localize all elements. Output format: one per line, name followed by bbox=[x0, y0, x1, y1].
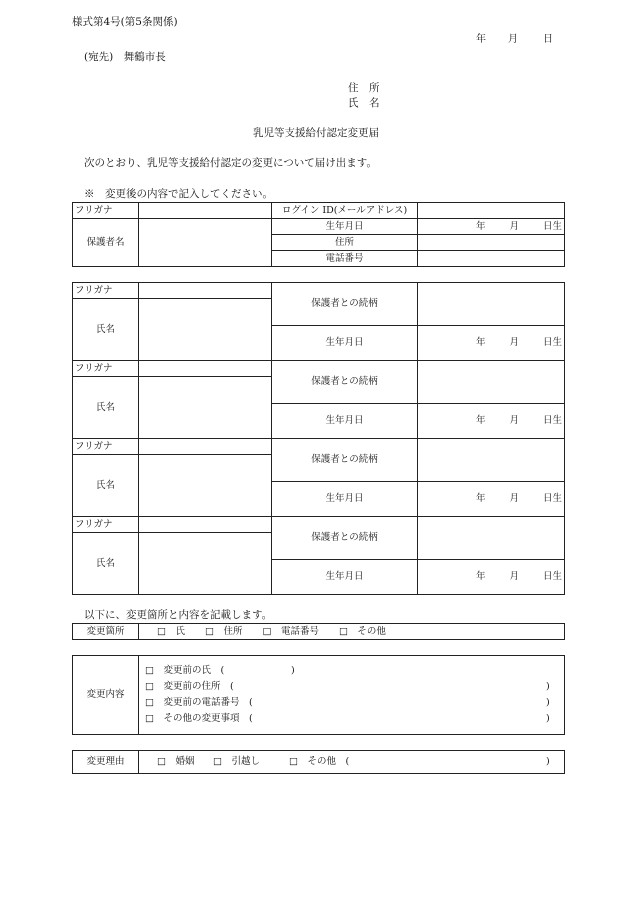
child-birthdate-label: 生年月日 bbox=[272, 482, 418, 517]
date-year: 年 bbox=[476, 34, 486, 45]
date-month: 月 bbox=[508, 34, 518, 45]
date-day: 日 bbox=[543, 34, 553, 45]
child-name-field[interactable] bbox=[139, 377, 272, 439]
change-content-label: 変更内容 bbox=[73, 656, 139, 735]
child-furigana-field[interactable] bbox=[139, 439, 272, 455]
guardian-name-label: 保護者名 bbox=[73, 219, 139, 267]
prev-phone-close: ) bbox=[546, 697, 550, 708]
child-furigana-field[interactable] bbox=[139, 361, 272, 377]
child-relation-label: 保護者との続柄 bbox=[272, 283, 418, 326]
child-birthdate-label: 生年月日 bbox=[272, 560, 418, 595]
guardian-furigana-label: フリガナ bbox=[73, 203, 139, 219]
other-change-close: ) bbox=[546, 713, 550, 724]
child-relation-field[interactable] bbox=[418, 517, 565, 560]
child-name-label: 氏名 bbox=[73, 377, 139, 439]
ymd-month: 月 bbox=[509, 337, 519, 349]
change-location-label: 変更箇所 bbox=[73, 624, 139, 640]
child-relation-label: 保護者との続柄 bbox=[272, 439, 418, 482]
change-location-options bbox=[139, 624, 565, 640]
checkbox-prev-surname[interactable]: □ 変更前の氏 ( bbox=[145, 665, 225, 676]
change-reason-options bbox=[139, 751, 565, 774]
intro-text: 次のとおり、乳児等支援給付認定の変更について届け出ます。 bbox=[84, 157, 377, 169]
change-content-items bbox=[139, 656, 565, 735]
child-furigana-label: フリガナ bbox=[73, 439, 139, 455]
child-furigana-field[interactable] bbox=[139, 283, 272, 299]
child-name-field[interactable] bbox=[139, 533, 272, 595]
checkbox-prev-address[interactable]: □ 変更前の住所 ( bbox=[145, 681, 234, 692]
checkbox-other[interactable]: □ その他 bbox=[338, 625, 386, 637]
checkbox-surname[interactable]: □ 氏 bbox=[157, 625, 185, 637]
checkbox-marriage[interactable]: □ 婚姻 bbox=[157, 756, 195, 767]
checkbox-other-change[interactable]: □ その他の変更事項 ( bbox=[145, 713, 253, 724]
ymd-year: 年 bbox=[475, 493, 486, 505]
ymd-month: 月 bbox=[509, 415, 519, 427]
ymd-day: 日生 bbox=[542, 337, 562, 349]
ymd-day: 日生 bbox=[542, 220, 562, 232]
child-name-field[interactable] bbox=[139, 299, 272, 361]
change-reason-table bbox=[72, 750, 565, 774]
form-number: 様式第4号(第5条関係) bbox=[72, 16, 178, 28]
ymd-month: 月 bbox=[509, 493, 519, 505]
guardian-phone-field[interactable] bbox=[418, 251, 565, 267]
note-text: ※ 変更後の内容で記入してください。 bbox=[84, 188, 273, 200]
child-name-label: 氏名 bbox=[73, 299, 139, 361]
checkbox-address[interactable]: □ 住所 bbox=[204, 625, 243, 637]
guardian-birthdate-label: 生年月日 bbox=[272, 219, 418, 235]
children-table bbox=[72, 282, 565, 595]
checkbox-reason-other[interactable]: □ その他 ( bbox=[289, 756, 350, 767]
child-name-label: 氏名 bbox=[73, 455, 139, 517]
applicant-name-label: 氏 名 bbox=[348, 97, 380, 109]
child-name-label: 氏名 bbox=[73, 533, 139, 595]
ymd-year: 年 bbox=[475, 337, 486, 349]
child-furigana-label: フリガナ bbox=[73, 517, 139, 533]
ymd-month: 月 bbox=[509, 220, 519, 232]
child-birthdate-label: 生年月日 bbox=[272, 326, 418, 361]
guardian-table bbox=[72, 202, 565, 267]
prev-surname-close: ) bbox=[291, 665, 295, 676]
ymd-day: 日生 bbox=[542, 571, 562, 583]
guardian-furigana-field[interactable] bbox=[139, 203, 272, 219]
child-furigana-label: フリガナ bbox=[73, 361, 139, 377]
applicant-address-label: 住 所 bbox=[348, 82, 380, 94]
addressee: (宛先) 舞鶴市長 bbox=[84, 51, 166, 63]
form-title: 乳児等支援給付認定変更届 bbox=[253, 127, 379, 139]
ymd-year: 年 bbox=[475, 220, 486, 232]
ymd-year: 年 bbox=[475, 571, 486, 583]
guardian-name-field[interactable] bbox=[139, 219, 272, 267]
guardian-phone-label: 電話番号 bbox=[272, 251, 418, 267]
child-birthdate-field[interactable] bbox=[418, 326, 565, 361]
guardian-birthdate-field[interactable] bbox=[418, 219, 565, 235]
child-name-field[interactable] bbox=[139, 455, 272, 517]
login-id-field[interactable] bbox=[418, 203, 565, 219]
child-relation-label: 保護者との続柄 bbox=[272, 517, 418, 560]
change-content-table bbox=[72, 655, 565, 735]
ymd-month: 月 bbox=[509, 571, 519, 583]
child-relation-field[interactable] bbox=[418, 283, 565, 326]
reason-other-close: ) bbox=[546, 756, 550, 767]
ymd-year: 年 bbox=[475, 415, 486, 427]
login-id-label: ログイン ID(メールアドレス) bbox=[272, 203, 418, 219]
ymd-day: 日生 bbox=[542, 415, 562, 427]
checkbox-prev-phone[interactable]: □ 変更前の電話番号 ( bbox=[145, 697, 253, 708]
child-birthdate-field[interactable] bbox=[418, 560, 565, 595]
child-furigana-label: フリガナ bbox=[73, 283, 139, 299]
child-relation-field[interactable] bbox=[418, 361, 565, 404]
child-relation-field[interactable] bbox=[418, 439, 565, 482]
prev-address-close: ) bbox=[546, 681, 550, 692]
child-birthdate-field[interactable] bbox=[418, 404, 565, 439]
change-intro-text: 以下に、変更箇所と内容を記載します。 bbox=[84, 609, 273, 621]
change-location-table bbox=[72, 623, 565, 640]
ymd-day: 日生 bbox=[542, 493, 562, 505]
change-reason-label: 変更理由 bbox=[73, 751, 139, 774]
child-furigana-field[interactable] bbox=[139, 517, 272, 533]
child-birthdate-field[interactable] bbox=[418, 482, 565, 517]
guardian-address-label: 住所 bbox=[272, 235, 418, 251]
child-birthdate-label: 生年月日 bbox=[272, 404, 418, 439]
guardian-address-field[interactable] bbox=[418, 235, 565, 251]
checkbox-moving[interactable]: □ 引越し bbox=[213, 756, 260, 767]
checkbox-phone[interactable]: □ 電話番号 bbox=[262, 625, 319, 637]
child-relation-label: 保護者との続柄 bbox=[272, 361, 418, 404]
